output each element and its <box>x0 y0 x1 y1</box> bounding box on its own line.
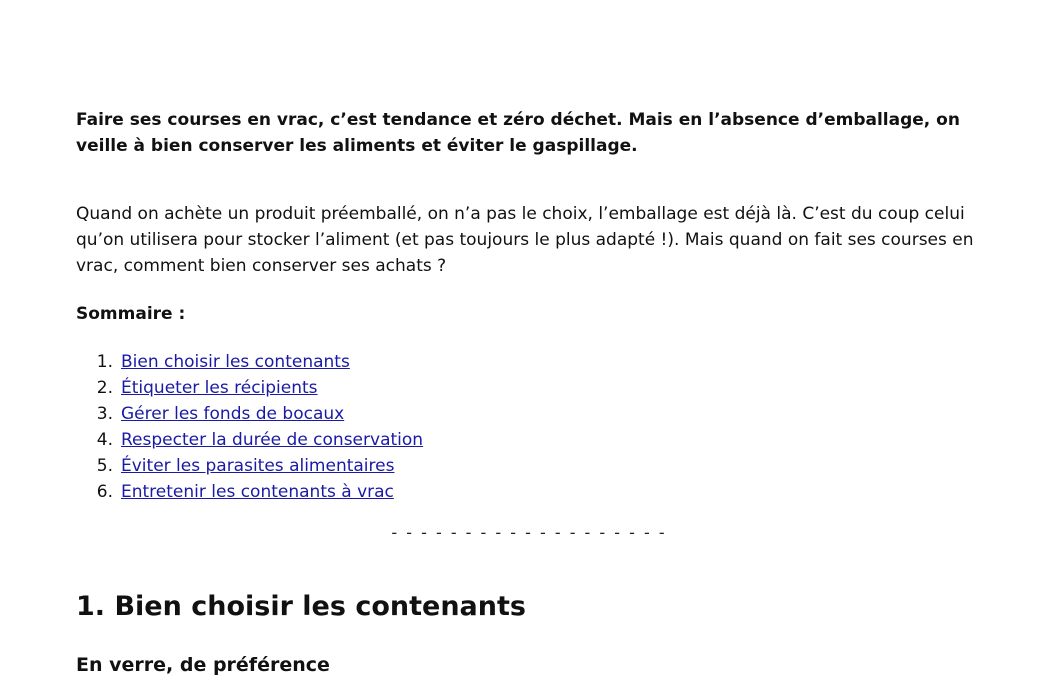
toc-number: 2. <box>96 378 113 398</box>
toc-number: 3. <box>96 404 113 424</box>
toc-item <box>76 375 976 401</box>
section-subheading: En verre, de préférence <box>76 654 330 676</box>
toc-item <box>76 349 976 375</box>
toc-number: 1. <box>96 352 113 372</box>
toc-link-choisir-contenants[interactable]: Bien choisir les contenants <box>121 352 350 372</box>
section-heading: 1. Bien choisir les contenants <box>76 591 526 622</box>
toc-item <box>76 453 976 479</box>
toc-item <box>76 479 976 505</box>
toc-number: 6. <box>96 482 113 502</box>
toc-link-entretenir-contenants[interactable]: Entretenir les contenants à vrac <box>121 482 394 502</box>
toc-number: 4. <box>96 430 113 450</box>
toc-item <box>76 427 976 453</box>
toc-link-etiqueter-recipients[interactable]: Étiqueter les récipients <box>121 378 318 398</box>
intro-paragraph: Quand on achète un produit préemballé, on n’a pas le choix, l’emballage est déjà là. C’est du coup celui qu’on utilisera pour stocker l’aliment (et pas toujours le plus adapté !). Mais quand on fait ses courses en vrac, comment bien conserver ses achats ? <box>76 204 974 276</box>
section-separator: - - - - - - - - - - - - - - - - - - - <box>391 523 667 542</box>
toc-link-fonds-bocaux[interactable]: Gérer les fonds de bocaux <box>121 404 345 424</box>
toc-number: 5. <box>96 456 113 476</box>
intro-text: Faire ses courses en vrac, c’est tendance et zéro déchet. Mais en l’absence d’emballage, on veille à bien conserver les aliments et éviter le gaspillage. <box>76 110 960 156</box>
toc-link-duree-conservation[interactable]: Respecter la durée de conservation <box>121 430 424 450</box>
table-of-contents <box>76 349 976 505</box>
article <box>76 107 976 678</box>
summary-title: Sommaire : <box>76 304 186 324</box>
toc-link-parasites[interactable]: Éviter les parasites alimentaires <box>121 456 395 476</box>
toc-item <box>76 401 976 427</box>
